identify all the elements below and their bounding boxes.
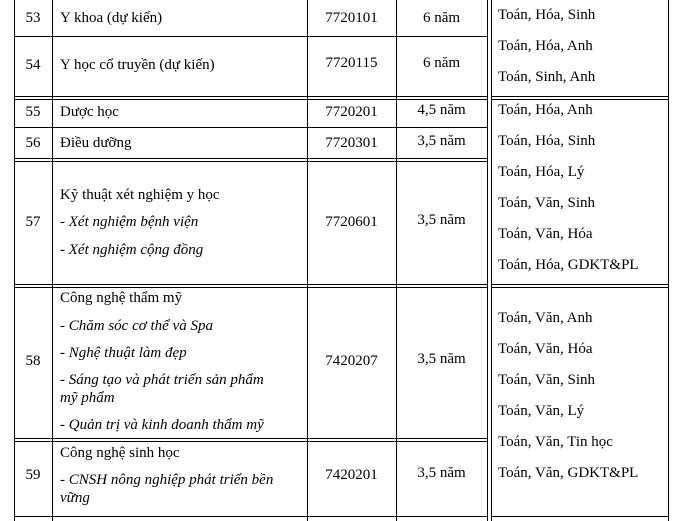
subject-combination: Toán, Sinh, Anh: [498, 69, 596, 85]
program-duration: 4,5 năm: [417, 102, 466, 118]
row-line: [14, 287, 488, 288]
row-number: 55: [25, 104, 41, 120]
program-duration: 3,5 năm: [417, 212, 466, 228]
row-line: [14, 438, 488, 439]
col-divider-duration: [396, 0, 397, 521]
row-number: 53: [25, 10, 41, 26]
subject-combination: Toán, Văn, GDKT&PL: [498, 465, 639, 481]
row-number: 57: [25, 214, 41, 230]
row-line: [14, 284, 488, 285]
program-subitem: vững: [60, 490, 90, 506]
subject-combination: Toán, Văn, Anh: [498, 310, 593, 326]
program-name: Dược học: [60, 104, 119, 120]
subject-combination: Toán, Văn, Lý: [498, 403, 585, 419]
program-name: Y khoa (dự kiến): [60, 10, 163, 26]
row-line: [14, 127, 488, 128]
program-subitem: - Nghệ thuật làm đẹp: [60, 345, 187, 361]
program-subitem: - Xét nghiệm bệnh viện: [60, 214, 199, 230]
row-number: 54: [25, 57, 41, 73]
program-code: 7720201: [325, 104, 378, 120]
subject-combination: Toán, Hóa, Sinh: [498, 7, 596, 23]
row-line: [14, 96, 488, 97]
program-duration: 3,5 năm: [417, 133, 466, 149]
subject-combination: Toán, Hóa, Anh: [498, 102, 593, 118]
subject-combination: Toán, Văn, Sinh: [498, 372, 596, 388]
program-duration: 6 năm: [422, 10, 461, 26]
program-name: Công nghệ thẩm mỹ: [60, 290, 183, 306]
table-border-right: [668, 0, 669, 521]
combo-line: [491, 287, 669, 288]
program-code: 7420207: [325, 353, 378, 369]
program-name: Y học cổ truyền (dự kiến): [60, 57, 215, 73]
subject-combination: Toán, Văn, Hóa: [498, 226, 593, 242]
row-line: [14, 516, 488, 517]
program-duration: 3,5 năm: [417, 351, 466, 367]
program-code: 7720601: [325, 214, 378, 230]
program-name: Kỹ thuật xét nghiệm y học: [60, 187, 220, 203]
program-subitem: - Chăm sóc cơ thể và Spa: [60, 318, 213, 334]
combo-line: [491, 96, 669, 97]
combo-line: [491, 284, 669, 285]
program-code: 7720301: [325, 135, 378, 151]
program-subitem: - Quản trị và kinh doanh thẩm mỹ: [60, 417, 264, 433]
program-subitem: mỹ phẩm: [60, 390, 115, 406]
program-code: 7720101: [325, 10, 378, 26]
row-number: 59: [25, 467, 41, 483]
subject-combination: Toán, Hóa, GDKT&PL: [498, 257, 639, 273]
subject-combination: Toán, Hóa, Lý: [498, 164, 585, 180]
row-line: [14, 99, 488, 100]
combo-line: [491, 99, 669, 100]
combo-line: [491, 516, 669, 517]
program-subitem: - Sáng tạo và phát triển sản phẩm: [60, 372, 264, 388]
col-divider-combo-inner: [491, 0, 492, 521]
row-line: [14, 441, 488, 442]
subject-combination: Toán, Hóa, Anh: [498, 38, 593, 54]
program-subitem: - CNSH nông nghiệp phát triển bền: [60, 472, 274, 488]
col-divider-combo: [487, 0, 488, 521]
program-name: Công nghệ sinh học: [60, 445, 180, 461]
program-subitem: - Xét nghiệm cộng đồng: [60, 242, 204, 258]
row-number: 56: [25, 135, 41, 151]
program-duration: 6 năm: [422, 55, 461, 71]
program-name: Điều dưỡng: [60, 135, 132, 151]
row-line: [14, 36, 488, 37]
subject-combination: Toán, Văn, Sinh: [498, 195, 596, 211]
table-border-left: [14, 0, 15, 521]
subject-combination: Toán, Văn, Tin học: [498, 434, 613, 450]
subject-combination: Toán, Văn, Hóa: [498, 341, 593, 357]
col-divider-code: [307, 0, 308, 521]
row-line: [14, 161, 488, 162]
program-duration: 3,5 năm: [417, 465, 466, 481]
program-code: 7720115: [325, 55, 378, 71]
program-code: 7420201: [325, 467, 378, 483]
row-number: 58: [25, 353, 41, 369]
subject-combination: Toán, Hóa, Sinh: [498, 133, 596, 149]
col-divider-name: [52, 0, 53, 521]
row-line: [14, 158, 488, 159]
